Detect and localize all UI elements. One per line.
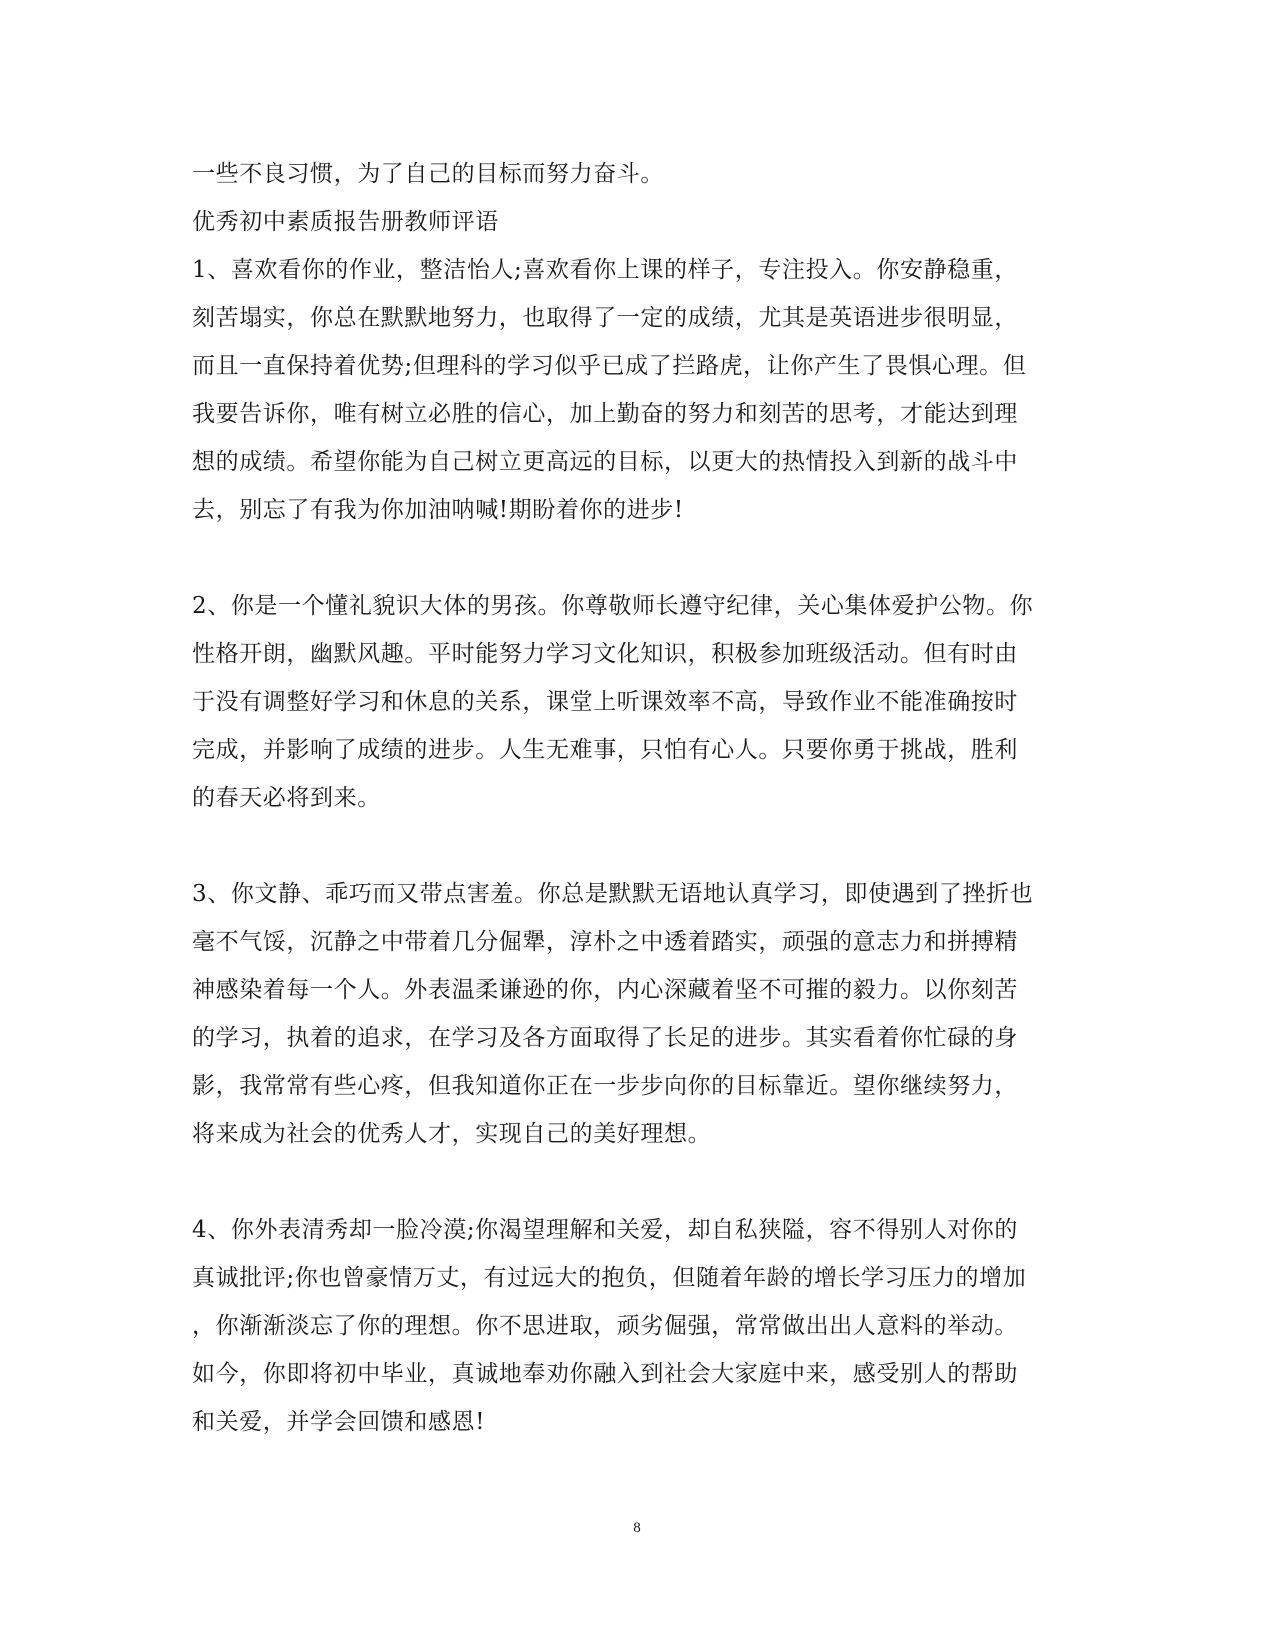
paragraph-line: 的春天必将到来。 — [192, 785, 381, 811]
paragraph-line: 3、你文静、乖巧而又带点害羞。你总是默默无语地认真学习，即使遇到了挫折也 — [192, 881, 1034, 907]
paragraph-spacer — [192, 822, 1084, 870]
paragraph-line: 刻苦塌实，你总在默默地努力，也取得了一定的成绩，尤其是英语进步很明显， — [192, 305, 1018, 331]
paragraph-2 — [192, 582, 1084, 822]
paragraph-1 — [192, 246, 1084, 534]
paragraph-line: 如今，你即将初中毕业，真诚地奉劝你融入到社会大家庭中来，感受别人的帮助 — [192, 1361, 1018, 1387]
paragraph-line: 去，别忘了有我为你加油呐喊!期盼着你的进步! — [192, 497, 684, 523]
paragraph-line: 想的成绩。希望你能为自己树立更高远的目标，以更大的热情投入到新的战斗中 — [192, 449, 1018, 475]
document-body — [192, 150, 1084, 1446]
paragraph-line: 将来成为社会的优秀人才，实现自己的美好理想。 — [192, 1121, 712, 1147]
paragraph-spacer — [192, 1158, 1084, 1206]
paragraph-line: 神感染着每一个人。外表温柔谦逊的你，内心深藏着坚不可摧的毅力。以你刻苦 — [192, 977, 1018, 1003]
paragraph-line: 于没有调整好学习和休息的关系，课堂上听课效率不高，导致作业不能准确按时 — [192, 689, 1018, 715]
paragraph-spacer — [192, 534, 1084, 582]
paragraph-line: 和关爱，并学会回馈和感恩! — [192, 1409, 486, 1435]
paragraph-3 — [192, 870, 1084, 1158]
paragraph-line: 完成，并影响了成绩的进步。人生无难事，只怕有心人。只要你勇于挑战，胜利 — [192, 737, 1018, 763]
paragraph-line: 我要告诉你，唯有树立必胜的信心，加上勤奋的努力和刻苦的思考，才能达到理 — [192, 401, 1018, 427]
paragraph-4 — [192, 1206, 1084, 1446]
paragraph-line: 性格开朗，幽默风趣。平时能努力学习文化知识，积极参加班级活动。但有时由 — [192, 641, 1018, 667]
paragraph-line: 的学习，执着的追求，在学习及各方面取得了长足的进步。其实看着你忙碌的身 — [192, 1025, 1018, 1051]
paragraph-line: 2、你是一个懂礼貌识大体的男孩。你尊敬师长遵守纪律，关心集体爱护公物。你 — [192, 593, 1034, 619]
paragraph-line: 真诚批评;你也曾豪情万丈，有过远大的抱负，但随着年龄的增长学习压力的增加 — [192, 1265, 1027, 1291]
paragraph-line: ，你渐渐淡忘了你的理想。你不思进取，顽劣倔强，常常做出出人意料的举动。 — [192, 1313, 1018, 1339]
page-number: 8 — [633, 1520, 641, 1536]
paragraph-line: 毫不气馁，沉静之中带着几分倔犟，淳朴之中透着踏实，顽强的意志力和拼搏精 — [192, 929, 1018, 955]
intro-line: 一些不良习惯，为了自己的目标而努力奋斗。 — [192, 161, 664, 187]
paragraph-line: 4、你外表清秀却一脸冷漠;你渴望理解和关爱，却自私狭隘，容不得别人对你的 — [192, 1217, 1018, 1243]
paragraph-line: 1、喜欢看你的作业，整洁怡人;喜欢看你上课的样子，专注投入。你安静稳重， — [192, 257, 1018, 283]
paragraph-line: 影，我常常有些心疼，但我知道你正在一步步向你的目标靠近。望你继续努力， — [192, 1073, 1018, 1099]
section-title: 优秀初中素质报告册教师评语 — [192, 209, 499, 235]
paragraph-line: 而且一直保持着优势;但理科的学习似乎已成了拦路虎，让你产生了畏惧心理。但 — [192, 353, 1027, 379]
